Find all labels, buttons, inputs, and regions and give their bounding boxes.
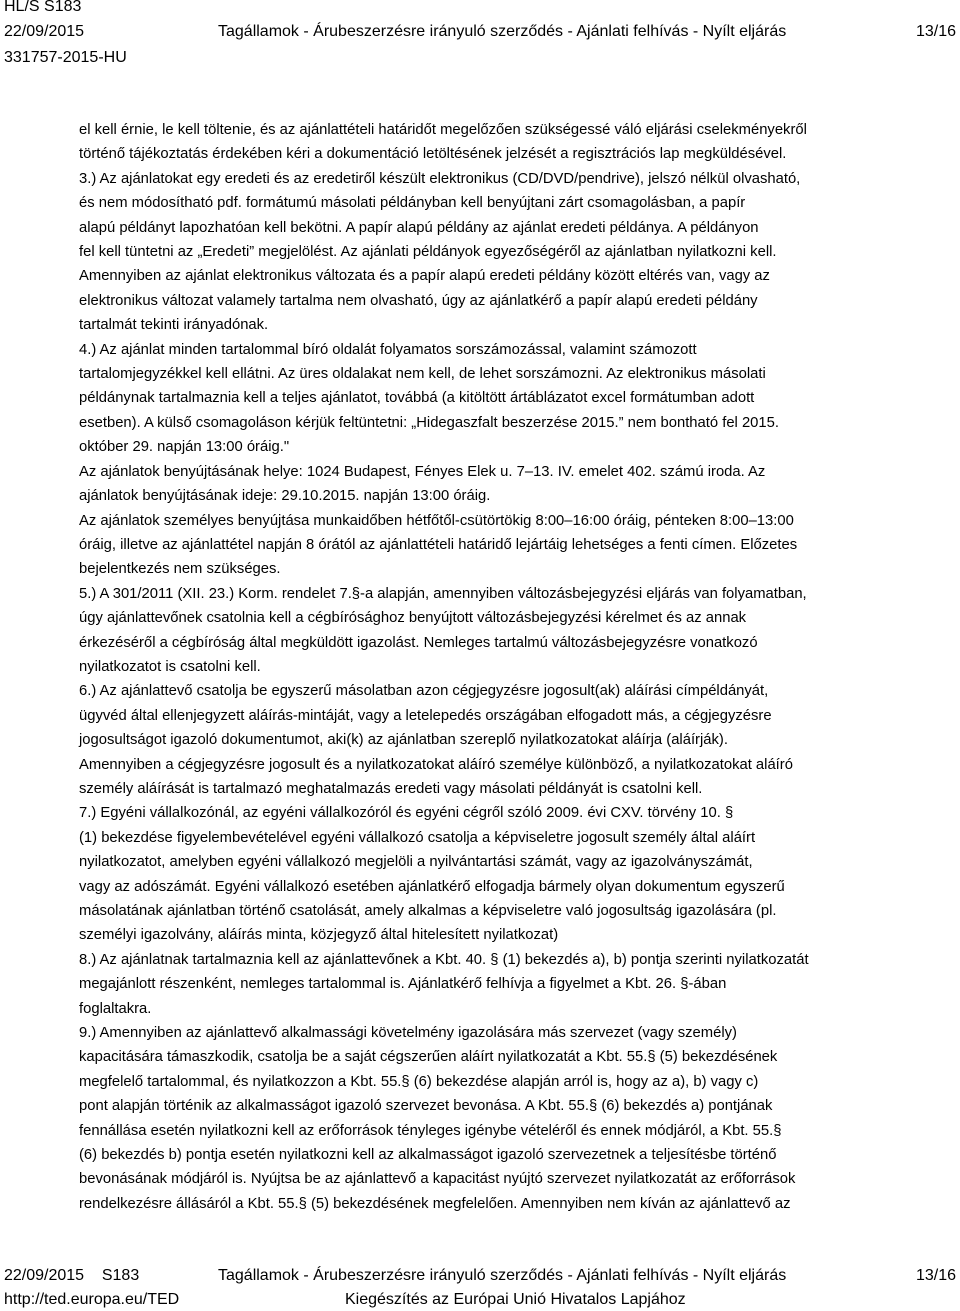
footer-supplement: Kiegészítés az Európai Unió Hivatalos Lapjához [345,1291,686,1308]
body-line: foglaltakra. [79,1000,152,1017]
body-line: 4.) Az ajánlat minden tartalommal bíró oldalát folyamatos sorszámozással, valamint számozott [79,341,697,358]
footer-date-series [4,1266,139,1286]
body-line: elektronikus változat valamely tartalma nem olvasható, úgy az ajánlatkérő a papír alapú eredeti példány [79,292,758,309]
document-body [79,118,955,1216]
body-line: (6) bekezdés b) pontja esetén nyilatkozni kell az alkalmasságot igazoló szervezetnek a teljesítésbe történő [79,1147,777,1164]
footer-series: S183 [101,1267,140,1284]
body-line: személy aláírását is tartalmazó meghatalmazás eredeti vagy másolati példányát is csatolni kell. [79,780,703,797]
body-line: úgy ajánlattevőnek csatolnia kell a cégbírósághoz benyújtott változásbejegyzési kérelmet és az annak [79,610,747,627]
header-page-number: 13/16 [916,23,957,40]
body-line: ajánlatok benyújtásának ideje: 29.10.2015. napján 13:00 óráig. [79,488,491,505]
footer-page-number: 13/16 [916,1267,957,1284]
body-line: személyi igazolvány, aláírás minta, közjegyző által hitelesített nyilatkozat) [79,927,559,944]
body-line: Az ajánlatok személyes benyújtása munkaidőben hétfőtől-csütörtökig 8:00–16:00 óráig, pénteken 8:00–13:00 [79,512,794,529]
body-line: alapú példányt lapozhatóan kell bekötni. A papír alapú példány az ajánlat eredeti példánya. A példányon [79,219,759,236]
header-title: Tagállamok - Árubeszerzésre irányuló szerződés - Ajánlati felhívás - Nyílt eljárás [218,23,787,40]
body-line: 9.) Amennyiben az ajánlattevő alkalmassági követelmény igazolására más szervezet (vagy személy) [79,1025,737,1042]
body-line: bevonásának módjáról is. Nyújtsa be az ajánlattevő a kapacitást nyújtó szervezet nyilatkozatát az erőforrások [79,1171,796,1188]
body-line: fennállása esetén nyilatkozni kell az erőforrások tényleges igénybe vételéről és ennek módjáról, a Kbt. 55.§ [79,1122,782,1139]
body-line: rendelkezésre állásáról a Kbt. 55.§ (5) bekezdésének megfelelően. Amennyiben nem kíván az ajánlattevő az [79,1195,791,1212]
body-line: el kell érnie, le kell töltenie, és az ajánlattételi határidőt megelőzően szükségessé váló eljárási cselekményekről [79,122,807,138]
body-line: október 29. napján 13:00 óráig." [79,439,290,456]
body-line: példánynak tartalmaznia kell a teljes ajánlatot, továbbá (a kitöltött ártáblázatot excel formátumban adott [79,390,755,407]
body-line: bejelentkezés nem szükséges. [79,561,281,578]
header-series: HL/S S183 [4,0,82,15]
body-line: másolatának ajánlatban történő csatolását, amely alkalmas a képviseletre való jogosultság igazolására (pl. [79,903,777,919]
body-line: 7.) Egyéni vállalkozónál, az egyéni vállalkozóról és egyéni cégről szóló 2009. évi CXV. törvény 10. § [79,805,734,822]
body-line: nyilatkozatot is csatolni kell. [79,658,261,675]
body-line: Amennyiben az ajánlat elektronikus változata és a papír alapú eredeti példány között eltérés van, vagy az [79,268,770,285]
body-line: fel kell tüntetni az „Eredeti” megjelölést. Az ajánlati példányok egyezőségéről az ajánlatban nyilatkozni kell. [79,244,777,261]
body-line: vagy az adószámát. Egyéni vállalkozó esetében ajánlatkérő elfogadja bármely olyan dokumentum egyszerű [79,878,785,895]
body-line: ügyvéd által ellenjegyzett aláírás-mintáját, vagy a letelepedés országában elfogadott más, a cégjegyzésre [79,707,772,724]
body-line: és nem módosítható pdf. formátumú másolati példányban kell benyújtani zárt csomagolásban, a papír [79,195,746,212]
body-line: kapacitására támaszkodik, csatolja be a saját cégszerűen aláírt nyilatkozatát a Kbt. 55.§ (5) bekezdésének [79,1049,778,1066]
header-date: 22/09/2015 [4,23,85,40]
body-line: pont alapján történik az alkalmasságot igazoló szervezet bevonása. A Kbt. 55.§ (6) bekezdés a) pontjának [79,1098,773,1115]
body-line: 8.) Az ajánlatnak tartalmaznia kell az ajánlattevőnek a Kbt. 40. § (1) bekezdés a), b) pontja szerinti nyilatkozatát [79,951,809,968]
header-doc-id: 331757-2015-HU [4,49,127,66]
footer-date: 22/09/2015 [4,1267,85,1284]
body-line: Az ajánlatok benyújtásának helye: 1024 Budapest, Fényes Elek u. 7–13. IV. emelet 402. számú iroda. Az [79,463,766,480]
body-line: megajánlott részenként, nemleges tartalommal is. Ajánlatkérő felhívja a figyelmet a Kbt. 26. §-ában [79,976,727,993]
body-line: 6.) Az ajánlattevő csatolja be egyszerű másolatban azon cégjegyzésre jogosult(ak) aláírási címpéldányát, [79,683,769,700]
body-line: (1) bekezdése figyelembevételével egyéni vállalkozó csatolja a képviseletre jogosult személy által aláírt [79,829,756,846]
body-line: tartalmát tekinti irányadónak. [79,317,269,334]
footer-title: Tagállamok - Árubeszerzésre irányuló szerződés - Ajánlati felhívás - Nyílt eljárás [218,1267,787,1284]
body-line: 3.) Az ajánlatokat egy eredeti és az eredetiről készült elektronikus (CD/DVD/pendrive), jelszó nélkül olvasható, [79,170,801,187]
body-line: esetben). A külső csomagoláson kérjük feltüntetni: „Hidegaszfalt beszerzése 2015.” nem bontható fel 2015. [79,414,779,431]
body-line: megfelelő tartalommal, és nyilatkozzon a Kbt. 55.§ (6) bekezdése alapján arról is, hogy az a), b) vagy c) [79,1073,759,1090]
body-line: nyilatkozatot, amelyben egyéni vállalkozó megjelöli a nyilvántartási számát, vagy az igazolványszámát, [79,854,753,871]
body-line: történő tájékoztatás érdekében kéri a dokumentáció letöltésének jelzését a regisztrációs lap megküldésével. [79,146,787,163]
footer-url[interactable]: http://ted.europa.eu/TED [4,1291,180,1308]
body-line: 5.) A 301/2011 (XII. 23.) Korm. rendelet 7.§-a alapján, amennyiben változásbejegyzési eljárás van folyamatban, [79,585,807,602]
body-line: érkezéséről a cégbíróság által megküldött igazolást. Nemleges tartalmú változásbejegyzésre vonatkozó [79,634,758,651]
body-line: tartalomjegyzékkel kell ellátni. Az üres oldalakat nem kell, de lehet sorszámozni. Az elektronikus másolati [79,366,766,383]
body-line: óráig, illetve az ajánlattétel napján 8 órától az ajánlattételi határidő lejártáig lehetséges a fenti címen. Előzetes [79,536,798,553]
body-line: Amennyiben a cégjegyzésre jogosult és a nyilatkozatokat aláíró személye különböző, a nyilatkozatokat aláíró [79,756,793,773]
body-line: jogosultságot igazoló dokumentumot, aki(k) az ajánlatban szereplő nyilatkozatokat aláírja (aláírják). [79,732,728,749]
